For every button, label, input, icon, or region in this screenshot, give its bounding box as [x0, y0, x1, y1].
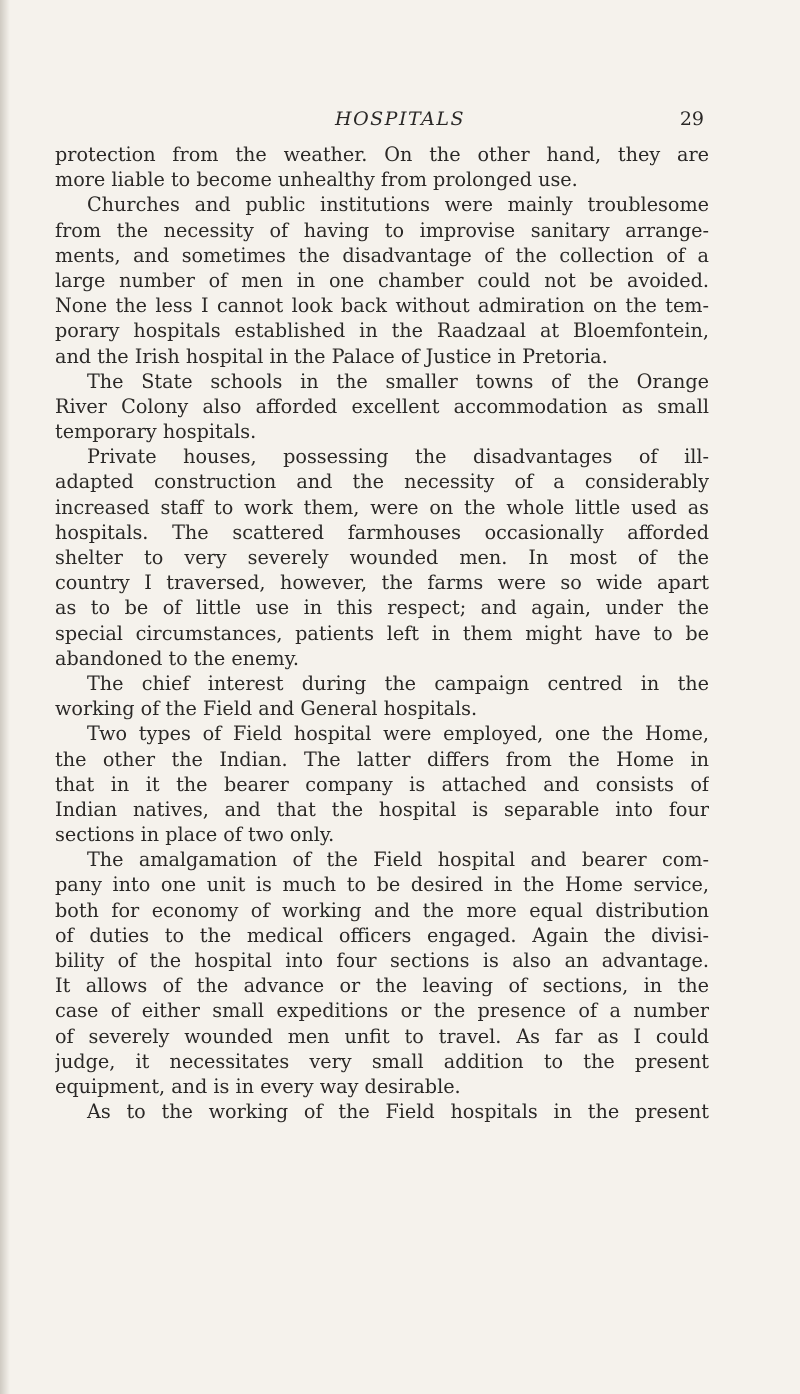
- text-line: hospitals. The scattered farmhouses occasionally afforded: [55, 520, 709, 544]
- text-line: from the necessity of having to improvise sanitary arrange-: [55, 218, 709, 242]
- text-line: working of the Field and General hospitals.: [55, 697, 478, 721]
- text-line: of severely wounded men unfit to travel. As far as I could: [55, 1024, 709, 1048]
- text-line: Private houses, possessing the disadvantages of ill-: [87, 445, 709, 469]
- text-line: pany into one unit is much to be desired in the Home service,: [55, 873, 709, 897]
- page-number: 29: [679, 108, 704, 130]
- text-line: River Colony also afforded excellent accommodation as small: [55, 394, 709, 418]
- text-line: both for economy of working and the more equal distribution: [55, 898, 709, 922]
- text-line: that in it the bearer company is attached and consists of: [55, 772, 709, 796]
- text-line: The State schools in the smaller towns of the Orange: [87, 369, 709, 393]
- text-line: The chief interest during the campaign centred in the: [87, 671, 709, 695]
- text-line: large number of men in one chamber could not be avoided.: [55, 268, 709, 292]
- text-line: abandoned to the enemy.: [55, 646, 299, 670]
- text-line: None the less I cannot look back without admiration on the tem-: [55, 294, 709, 318]
- text-line: of duties to the medical officers engaged. Again the divisi-: [55, 923, 709, 947]
- text-line: ments, and sometimes the disadvantage of the collection of a: [55, 243, 709, 267]
- text-line: temporary hospitals.: [55, 420, 257, 444]
- text-line: porary hospitals established in the Raadzaal at Bloemfontein,: [55, 319, 709, 343]
- body-text: [55, 142, 709, 1124]
- text-line: special circumstances, patients left in them might have to be: [55, 621, 709, 645]
- text-line: It allows of the advance or the leaving of sections, in the: [55, 974, 709, 998]
- text-line: Two types of Field hospital were employed, one the Home,: [87, 722, 709, 746]
- page-gutter-shadow: [0, 0, 10, 1394]
- text-line: as to be of little use in this respect; and again, under the: [55, 596, 709, 620]
- text-line: the other the Indian. The latter differs from the Home in: [55, 747, 709, 771]
- text-line: protection from the weather. On the other hand, they are: [55, 143, 709, 166]
- running-head: HOSPITALS: [335, 108, 465, 130]
- text-line: more liable to become unhealthy from prolonged use.: [55, 168, 578, 192]
- text-line: The amalgamation of the Field hospital and bearer com-: [87, 848, 709, 872]
- text-line: and the Irish hospital in the Palace of Justice in Pretoria.: [55, 344, 608, 368]
- page-header: [100, 108, 704, 136]
- text-line: bility of the hospital into four sections is also an advantage.: [55, 949, 709, 972]
- text-line: equipment, and is in every way desirable.: [55, 1074, 461, 1098]
- text-line: case of either small expeditions or the presence of a number: [55, 999, 709, 1023]
- text-line: sections in place of two only.: [55, 823, 335, 847]
- text-line: Churches and public institutions were mainly troublesome: [87, 193, 709, 217]
- text-line: increased staff to work them, were on the whole little used as: [55, 495, 709, 519]
- text-line: judge, it necessitates very small addition to the present: [55, 1049, 709, 1073]
- text-line: shelter to very severely wounded men. In most of the: [55, 546, 709, 569]
- text-line: country I traversed, however, the farms were so wide apart: [55, 571, 709, 595]
- text-line: adapted construction and the necessity of a considerably: [55, 470, 709, 494]
- text-line: Indian natives, and that the hospital is separable into four: [55, 797, 709, 821]
- text-line: As to the working of the Field hospitals in the present: [87, 1100, 709, 1124]
